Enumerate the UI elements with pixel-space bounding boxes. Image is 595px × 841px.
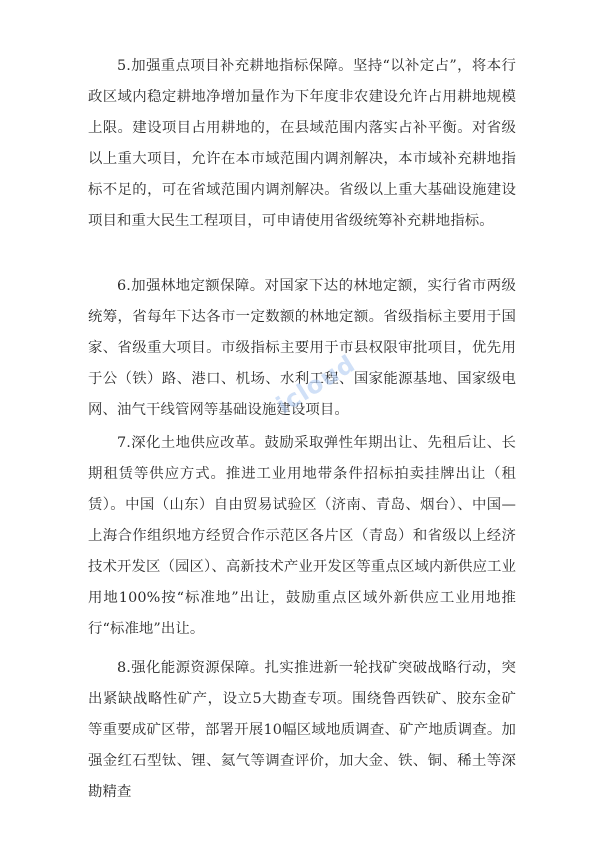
- paragraph-item-6: 6.加强林地定额保障。对国家下达的林地定额，实行省市两级统筹，省每年下达各市一定数额的林地定额。省级指标主要用于国家、省级重大项目。市级指标主要用于市县权限审批项目，优先用于公（铁）路、港口、机场、水利工程、国家能源基地、国家级电网、油气干线管网等基础设施建设项目。: [88, 278, 516, 418]
- paragraph-item-7: 7.深化土地供应改革。鼓励采取弹性年期出让、先租后让、长期租赁等供应方式。推进工业用地带条件招标拍卖挂牌出让（租赁）。中国（山东）自由贸易试验区（济南、青岛、烟台）、中国—上海合作组织地方经贸合作示范区各片区（青岛）和省级以上经济技术开发区（园区）、高新技术产业开发区等重点区域内新供应工业用地100%按“标准地”出让，鼓励重点区域外新供应工业用地推行“标准地”出让。: [88, 435, 516, 637]
- watermark-text: icloud: [271, 349, 361, 420]
- paragraph-item-8: 8.强化能源资源保障。扎实推进新一轮找矿突破战略行动，突出紧缺战略性矿产，设立5大勘查专项。围绕鲁西铁矿、胶东金矿等重要成矿区带，部署开展10幅区域地质调查、矿产地质调查。加强金红石型钛、锂、氦气等调查评价，加大金、铁、铜、稀土等深勘精查: [88, 660, 516, 800]
- paragraph-item-5: 5.加强重点项目补充耕地指标保障。坚持“以补定占”，将本行政区域内稳定耕地净增加量作为下年度非农建设允许占用耕地规模上限。建设项目占用耕地的，在县域范围内落实占补平衡。对省级以上重大项目，允许在本市域范围内调剂解决，本市域补充耕地指标不足的，可在省域范围内调剂解决。省级以上重大基础设施建设项目和重大民生工程项目，可申请使用省级统筹补充耕地指标。: [88, 58, 516, 229]
